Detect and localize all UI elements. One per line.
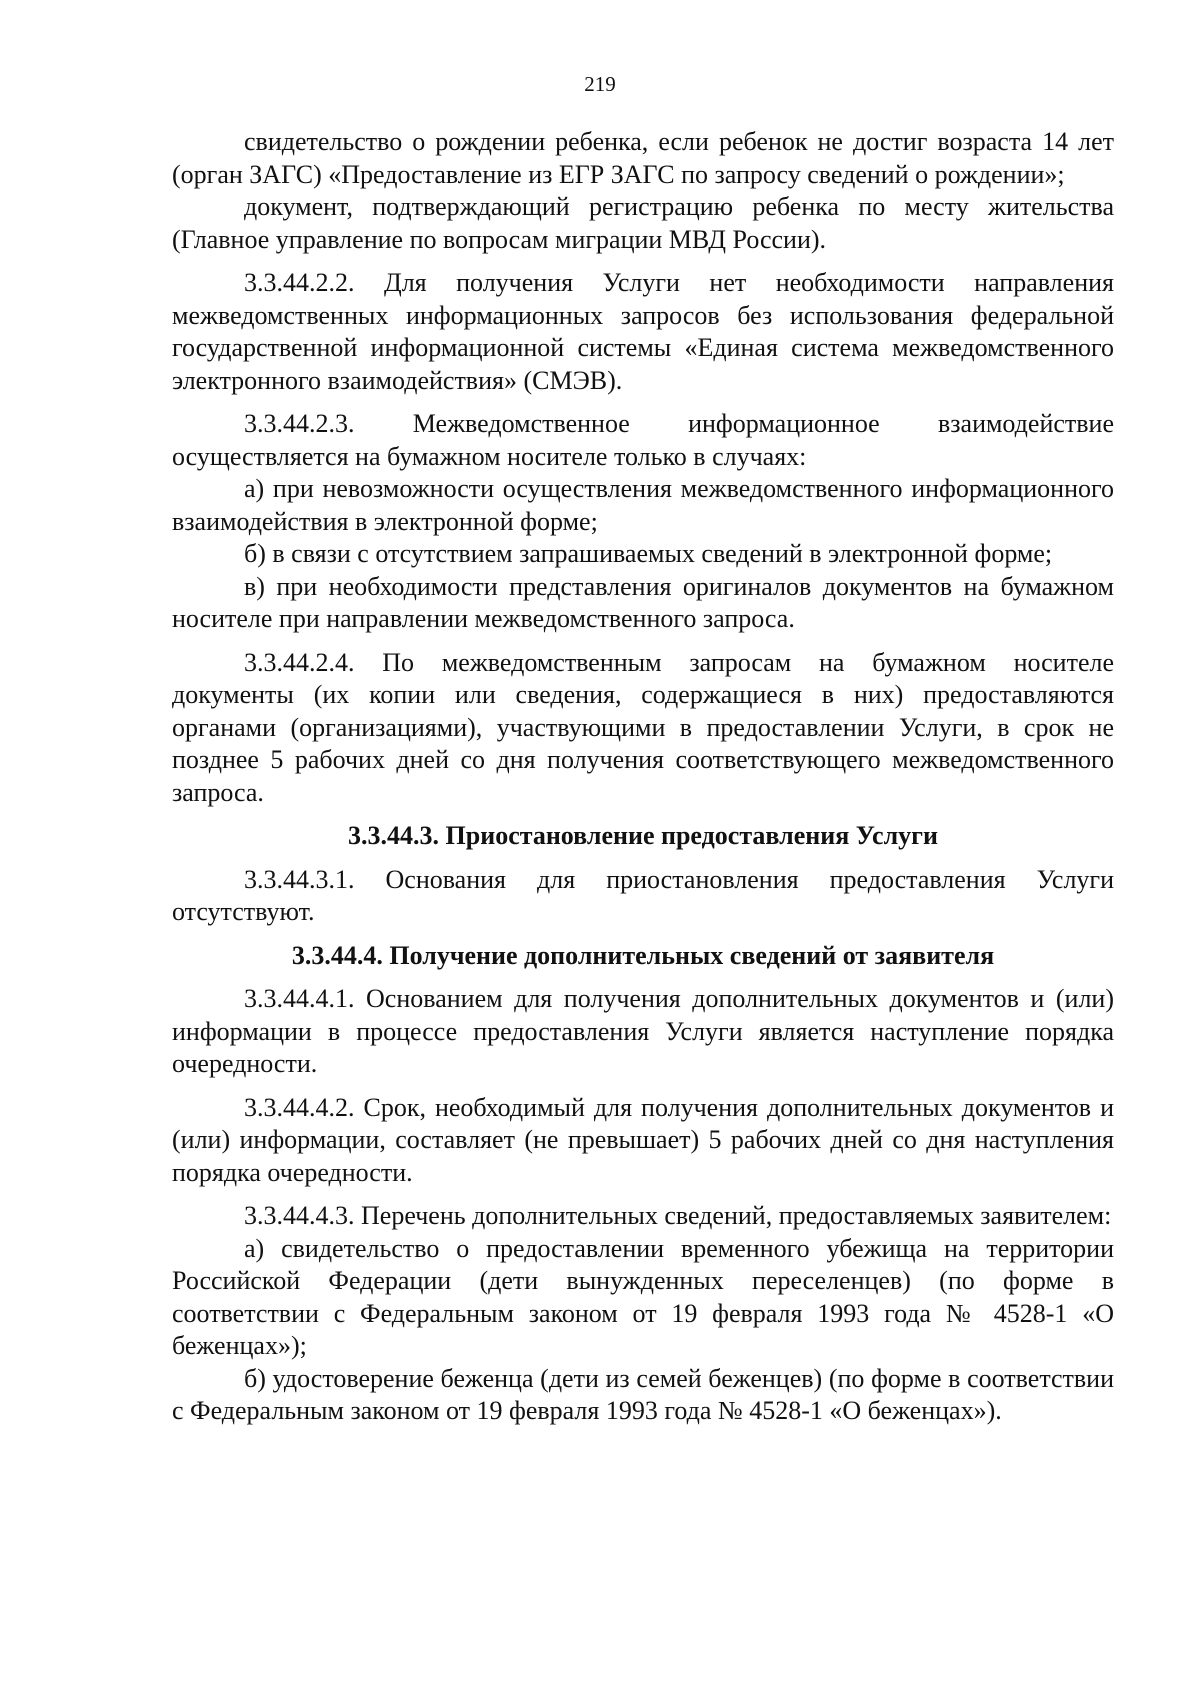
paragraph: 3.3.44.2.3. Межведомственное информационное взаимодействие осуществляется на бумажном носителе только в случаях:	[172, 409, 1114, 471]
paragraph: 3.3.44.4.1. Основанием для получения дополнительных документов и (или) информации в процессе предоставления Услуги является наступление порядка очередности.	[172, 984, 1114, 1078]
paragraph: 3.3.44.2.4. По межведомственным запросам на бумажном носителе документы (их копии или сведения, содержащиеся в них) предоставляются органами (организациями), участвующими в предоставлении Услуги, в срок не позднее 5 рабочих дней со дня получения соответствующего межведомственного запроса.	[172, 647, 1114, 807]
paragraph: б) в связи с отсутствием запрашиваемых сведений в электронной форме;	[244, 539, 1053, 568]
page-number: 219	[584, 72, 616, 96]
paragraph: свидетельство о рождении ребенка, если ребенок не достиг возраста 14 лет (орган ЗАГС) «Предоставление из ЕГР ЗАГС по запросу сведений о рождении»;	[172, 127, 1114, 189]
paragraph: в) при необходимости представления оригиналов документов на бумажном носителе при направлении межведомственного запроса.	[172, 571, 1114, 633]
paragraph: 3.3.44.2.2. Для получения Услуги нет необходимости направления межведомственных информационных запросов без использования федеральной государственной информационной системы «Единая система межведомственного электронного взаимодействия» (СМЭВ).	[172, 268, 1114, 395]
paragraph: б) удостоверение беженца (дети из семей беженцев) (по форме в соответствии с Федеральным законом от 19 февраля 1993 года № 4528-1 «О беженцах»).	[172, 1363, 1114, 1425]
paragraph: 3.3.44.4.3. Перечень дополнительных сведений, предоставляемых заявителем:	[244, 1201, 1112, 1230]
paragraph: документ, подтверждающий регистрацию ребенка по месту жительства (Главное управление по вопросам миграции МВД России).	[172, 192, 1114, 254]
paragraph: 3.3.44.4.2. Срок, необходимый для получения дополнительных документов и (или) информации, составляет (не превышает) 5 рабочих дней со дня наступления порядка очередности.	[172, 1092, 1114, 1187]
paragraph: а) свидетельство о предоставлении временного убежища на территории Российской Федерации (дети вынужденных переселенцев) (по форме в соответствии с Федеральным законом от 19 февраля 1993 года № 4528-1 «О беженцах»);	[172, 1233, 1114, 1360]
paragraph: а) при невозможности осуществления межведомственного информационного взаимодействия в электронной форме;	[172, 474, 1114, 536]
section-heading: 3.3.44.4. Получение дополнительных сведений от заявителя	[291, 940, 995, 970]
paragraph: 3.3.44.3.1. Основания для приостановления предоставления Услуги отсутствуют.	[172, 864, 1114, 926]
document-body	[172, 126, 1114, 1428]
section-heading: 3.3.44.3. Приостановление предоставления Услуги	[348, 821, 938, 850]
